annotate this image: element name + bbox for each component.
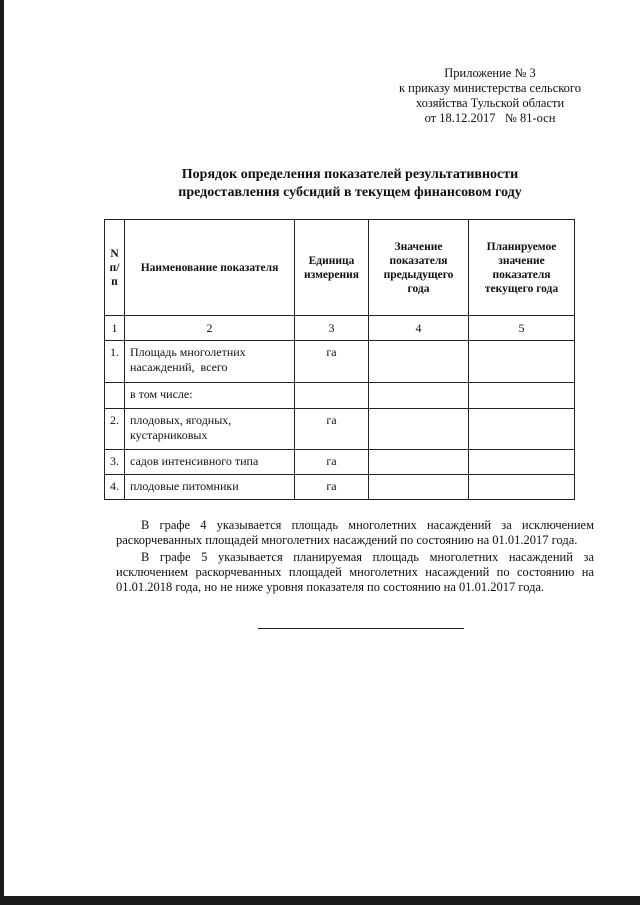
end-divider-line bbox=[258, 628, 464, 629]
column-number: 3 bbox=[295, 316, 369, 341]
row-number: 1. bbox=[105, 341, 125, 383]
header-num: N п/п bbox=[105, 220, 125, 316]
column-numbers-row bbox=[105, 316, 575, 341]
header-name: Наименование показателя bbox=[125, 220, 295, 316]
appendix-header bbox=[360, 66, 620, 126]
row-unit: га bbox=[295, 409, 369, 450]
row-number: 3. bbox=[105, 450, 125, 475]
row-prev-value bbox=[369, 341, 469, 383]
row-prev-value bbox=[369, 450, 469, 475]
explanatory-notes bbox=[116, 518, 594, 597]
row-plan-value bbox=[469, 341, 575, 383]
row-number: 2. bbox=[105, 409, 125, 450]
row-unit bbox=[295, 383, 369, 409]
row-plan-value bbox=[469, 409, 575, 450]
note-column-4: В графе 4 указывается площадь многолетних насаждений за исключением раскорчеванных площадей многолетних насаждений по состоянию на 01.01.2017 года. bbox=[116, 518, 594, 547]
table-row bbox=[105, 450, 575, 475]
header-prev-year: Значение показателя предыдущего года bbox=[369, 220, 469, 316]
row-name: плодовые питомники bbox=[125, 475, 295, 500]
title-line-1: Порядок определения показателей результативности bbox=[181, 167, 519, 182]
row-number: 4. bbox=[105, 475, 125, 500]
column-number: 1 bbox=[105, 316, 125, 341]
row-plan-value bbox=[469, 475, 575, 500]
row-prev-value bbox=[369, 475, 469, 500]
table-row bbox=[105, 475, 575, 500]
column-number: 5 bbox=[469, 316, 575, 341]
header-planned: Планируемое значение показателя текущего года bbox=[469, 220, 575, 316]
header-unit: Единица измерения bbox=[295, 220, 369, 316]
scan-edge-bottom bbox=[0, 896, 640, 905]
table-row bbox=[105, 383, 575, 409]
row-unit: га bbox=[295, 450, 369, 475]
row-name: в том числе: bbox=[125, 383, 295, 409]
row-plan-value bbox=[469, 383, 575, 409]
document-title bbox=[100, 166, 600, 202]
order-date-number: от 18.12.2017 № 81-осн bbox=[424, 111, 556, 125]
order-reference: к приказу министерства сельского bbox=[398, 81, 581, 95]
title-line-2: предоставления субсидий в текущем финансовом году bbox=[178, 185, 522, 200]
row-name: плодовых, ягодных, кустарниковых bbox=[125, 409, 295, 450]
appendix-number: Приложение № 3 bbox=[444, 66, 536, 80]
table-row bbox=[105, 409, 575, 450]
scan-edge-left bbox=[0, 0, 4, 905]
row-unit: га bbox=[295, 341, 369, 383]
indicators-table bbox=[104, 219, 575, 500]
column-number: 2 bbox=[125, 316, 295, 341]
row-name: Площадь многолетних насаждений, всего bbox=[125, 341, 295, 383]
ministry-name: хозяйства Тульской области bbox=[415, 96, 565, 110]
row-unit: га bbox=[295, 475, 369, 500]
row-name: садов интенсивного типа bbox=[125, 450, 295, 475]
table-header-row bbox=[105, 220, 575, 316]
column-number: 4 bbox=[369, 316, 469, 341]
table-row bbox=[105, 341, 575, 383]
row-number bbox=[105, 383, 125, 409]
note-column-5: В графе 5 указывается планируемая площадь многолетних насаждений за исключением раскорчеванных площадей многолетних насаждений по состоянию на 01.01.2018 года, но не ниже уровня показателя по состоянию на 01.01.2017 года. bbox=[116, 550, 594, 594]
row-prev-value bbox=[369, 409, 469, 450]
row-plan-value bbox=[469, 450, 575, 475]
row-prev-value bbox=[369, 383, 469, 409]
